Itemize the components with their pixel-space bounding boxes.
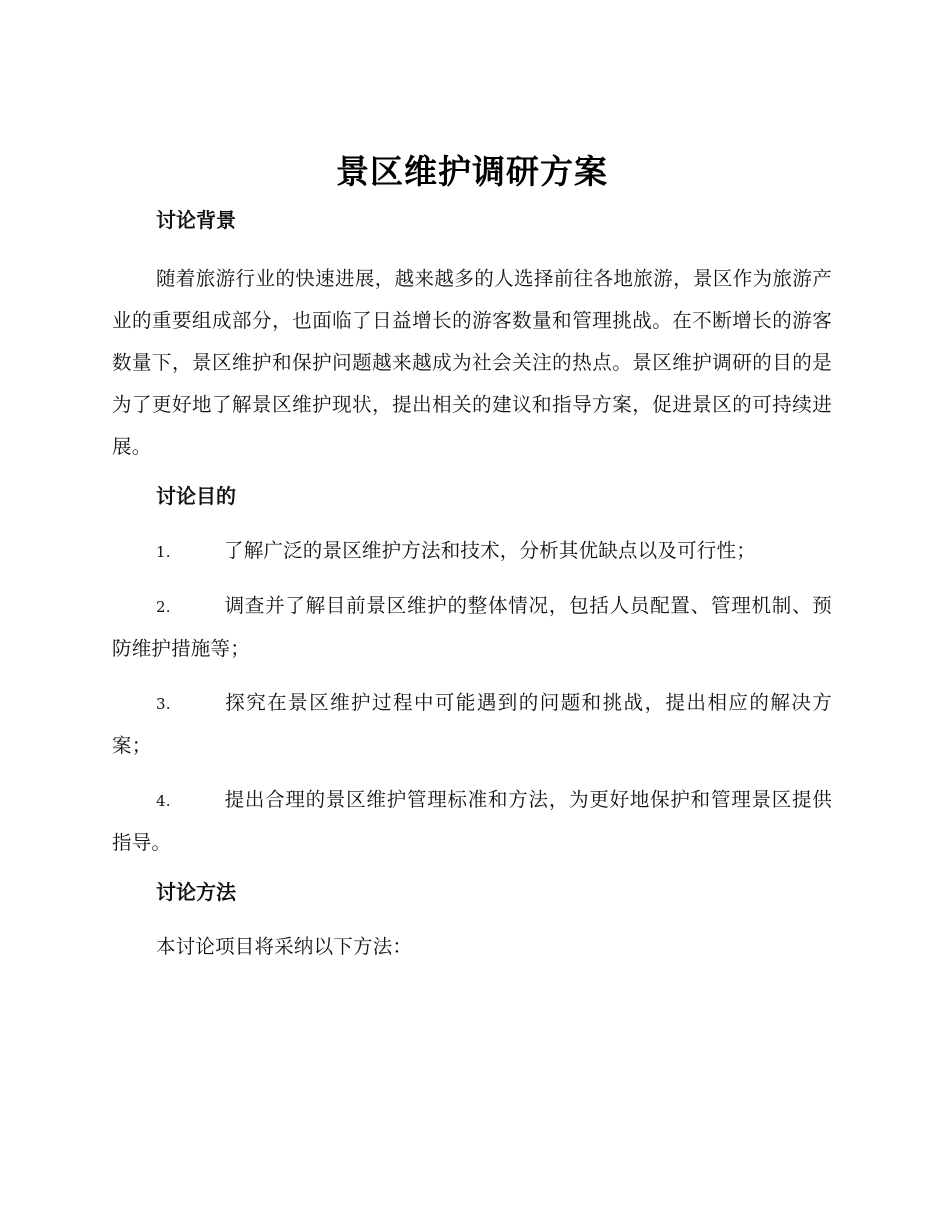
list-item-number: 2. <box>156 598 171 616</box>
section-heading-purpose: 讨论目的 <box>156 484 236 508</box>
list-item-number: 4. <box>156 792 171 810</box>
list-item-text: 调查并了解目前景区维护的整体情况，包括人员配置、管理机制、预防维护措施等； <box>112 594 832 660</box>
list-item-number: 1. <box>156 543 171 561</box>
method-intro-paragraph: 本讨论项目将采纳以下方法： <box>156 935 413 958</box>
section-heading-method: 讨论方法 <box>156 880 236 904</box>
section-heading-background: 讨论背景 <box>156 208 236 232</box>
list-item-text: 提出合理的景区维护管理标准和方法，为更好地保护和管理景区提供指导。 <box>112 788 832 854</box>
list-item-text: 了解广泛的景区维护方法和技术，分析其优缺点以及可行性； <box>224 539 756 562</box>
list-item-number: 3. <box>156 695 171 713</box>
purpose-list-item <box>112 682 832 767</box>
purpose-list <box>112 530 832 864</box>
purpose-list-item <box>112 585 832 670</box>
document-body <box>112 148 832 968</box>
list-item-text: 探究在景区维护过程中可能遇到的问题和挑战，提出相应的解决方案； <box>112 691 832 757</box>
purpose-list-item <box>112 779 832 864</box>
purpose-list-item <box>112 530 832 573</box>
document-title: 景区维护调研方案 <box>336 152 608 191</box>
background-paragraph: 随着旅游行业的快速进展，越来越多的人选择前往各地旅游，景区作为旅游产业的重要组成部分，也面临了日益增长的游客数量和管理挑战。在不断增长的游客数量下，景区维护和保护问题越来越成为社会关注的热点。景区维护调研的目的是为了更好地了解景区维护现状，提出相关的建议和指导方案，促进景区的可持续进展。 <box>112 267 832 458</box>
